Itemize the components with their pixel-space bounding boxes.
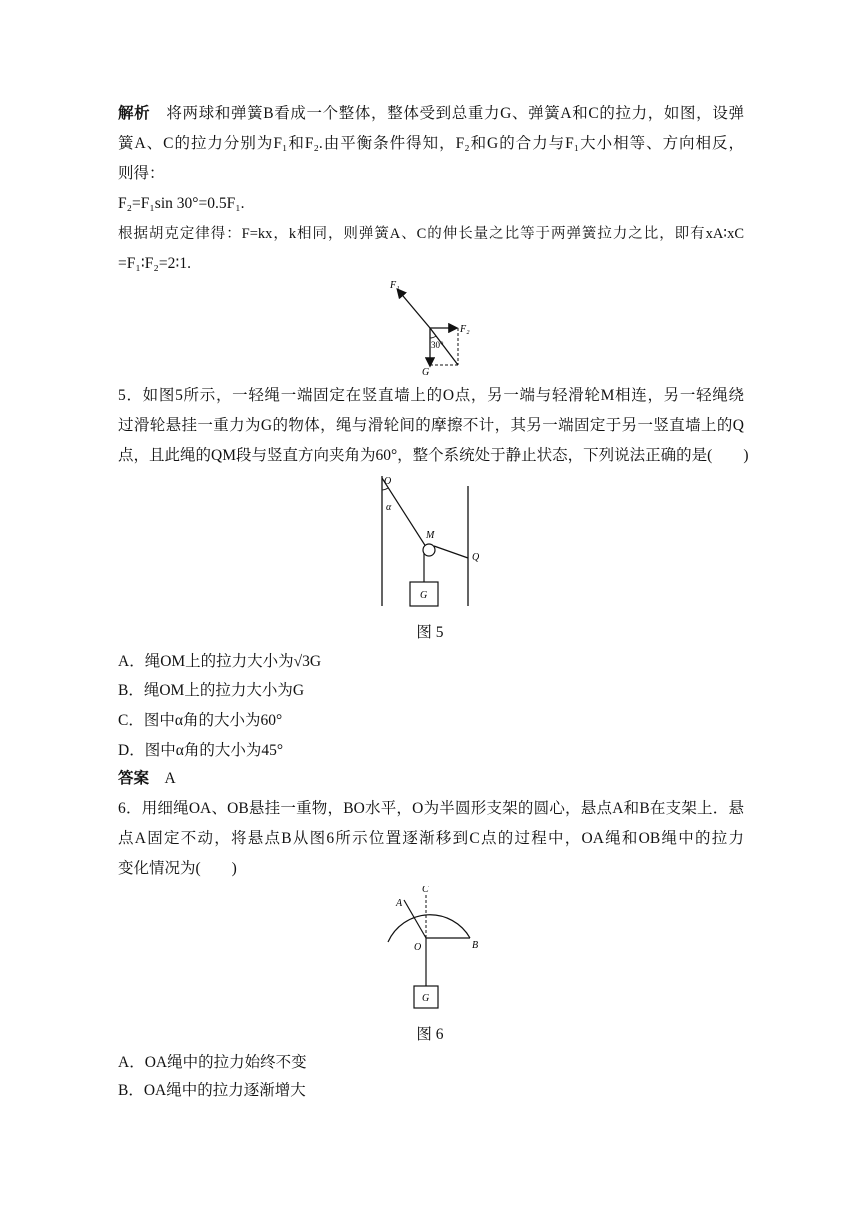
angle-label: 30° [431, 340, 444, 350]
q5-option-b [118, 681, 744, 701]
analysis-formula: F₂=F₁sin 30°=0.5F₁. [118, 195, 245, 212]
q5-option-a [118, 652, 744, 672]
analysis-text-1: 将两球和弹簧B看成一个整体，整体受到总重力G、弹簧A和C的拉力，如图，设弹 [166, 105, 744, 122]
g-label: G [422, 367, 430, 376]
analysis-line-5: 根据胡克定律得：F=kx，k相同，则弹簧A、C的伸长量之比等于两弹簧拉力之比，即有xA∶xC [118, 226, 744, 242]
q5-line-3: 点，且此绳的QM段与竖直方向夹角为60°，整个系统处于静止状态，下列说法正确的是( ) [118, 447, 749, 464]
figure-5-caption: 图 5 [416, 624, 444, 641]
q6-line-2: 点A固定不动，将悬点B从图6所示位置逐渐移到C点的过程中，OA绳和OB绳中的拉力 [118, 830, 744, 847]
pulley-m [423, 544, 435, 556]
answer-value: A [164, 770, 176, 787]
q5-option-d-prefix: D． [118, 742, 145, 759]
q6-option-a-prefix: A． [118, 1054, 145, 1071]
label-a: A [396, 898, 403, 909]
label-g: G [422, 993, 430, 1004]
figure-6-caption: 图 6 [416, 1026, 444, 1043]
q5-line-1: 5．如图5所示，一轻绳一端固定在竖直墙上的O点，另一端与轻滑轮M相连，另一轻绳绕 [118, 387, 744, 404]
figure-6 [378, 886, 498, 1018]
f2-label: F₂ [460, 324, 470, 335]
alpha-arc [382, 488, 388, 490]
q6-line-3: 变化情况为( ) [118, 860, 237, 877]
q5-answer [118, 769, 744, 789]
q6-option-a-text: OA绳中的拉力始终不变 [144, 1054, 307, 1071]
q5-option-c-text: 图中α角的大小为60° [143, 712, 283, 729]
rope-mq [434, 546, 468, 558]
label-b: B [472, 940, 479, 951]
analysis-line-3: 则得： [118, 165, 165, 182]
q5-option-c [118, 711, 744, 731]
label-g: G [420, 590, 428, 601]
analysis-label: 解析 [118, 105, 151, 122]
q5-option-b-prefix: B． [118, 682, 144, 699]
q6-option-a [118, 1053, 744, 1073]
q6-option-b-text: OA绳中的拉力逐渐增大 [143, 1082, 306, 1099]
rope-oa [404, 900, 426, 938]
q6-option-b-prefix: B． [118, 1082, 144, 1099]
q5-option-c-prefix: C． [118, 712, 144, 729]
analysis-line-1 [118, 104, 744, 124]
analysis-line-2: 簧A、C的拉力分别为F₁和F₂.由平衡条件得知，F₂和G的合力与F₁大小相等、方向相反， [118, 135, 744, 152]
f1-vector [398, 290, 430, 328]
force-diagram [380, 276, 490, 376]
q5-option-d [118, 741, 744, 761]
answer-label: 答案 [118, 770, 150, 787]
label-alpha: α [386, 502, 392, 513]
angle-arc [430, 336, 436, 338]
q6-line-1: 6．用细绳OA、OB悬挂一重物，BO水平，O为半圆形支架的圆心，悬点A和B在支架上．悬 [118, 800, 744, 817]
rope-om [382, 478, 428, 550]
f1-label: F₁ [390, 280, 400, 291]
label-o: O [384, 476, 392, 487]
q5-option-d-text: 图中α角的大小为45° [144, 742, 284, 759]
q6-option-b [118, 1081, 744, 1101]
label-o: O [414, 942, 422, 953]
q5-option-b-text: 绳OM上的拉力大小为G [143, 682, 305, 699]
q5-line-2: 过滑轮悬挂一重力为G的物体，绳与滑轮间的摩擦不计，其另一端固定于另一竖直墙上的Q [118, 417, 744, 434]
label-c: C [422, 886, 429, 895]
figure-5 [372, 474, 492, 614]
analysis-line-6: =F₁∶F₂=2∶1. [118, 255, 191, 272]
label-m: M [426, 530, 435, 541]
q5-option-a-text: 绳OM上的拉力大小为√3G [144, 653, 322, 670]
label-q: Q [472, 552, 480, 563]
q5-option-a-prefix: A． [118, 653, 145, 670]
